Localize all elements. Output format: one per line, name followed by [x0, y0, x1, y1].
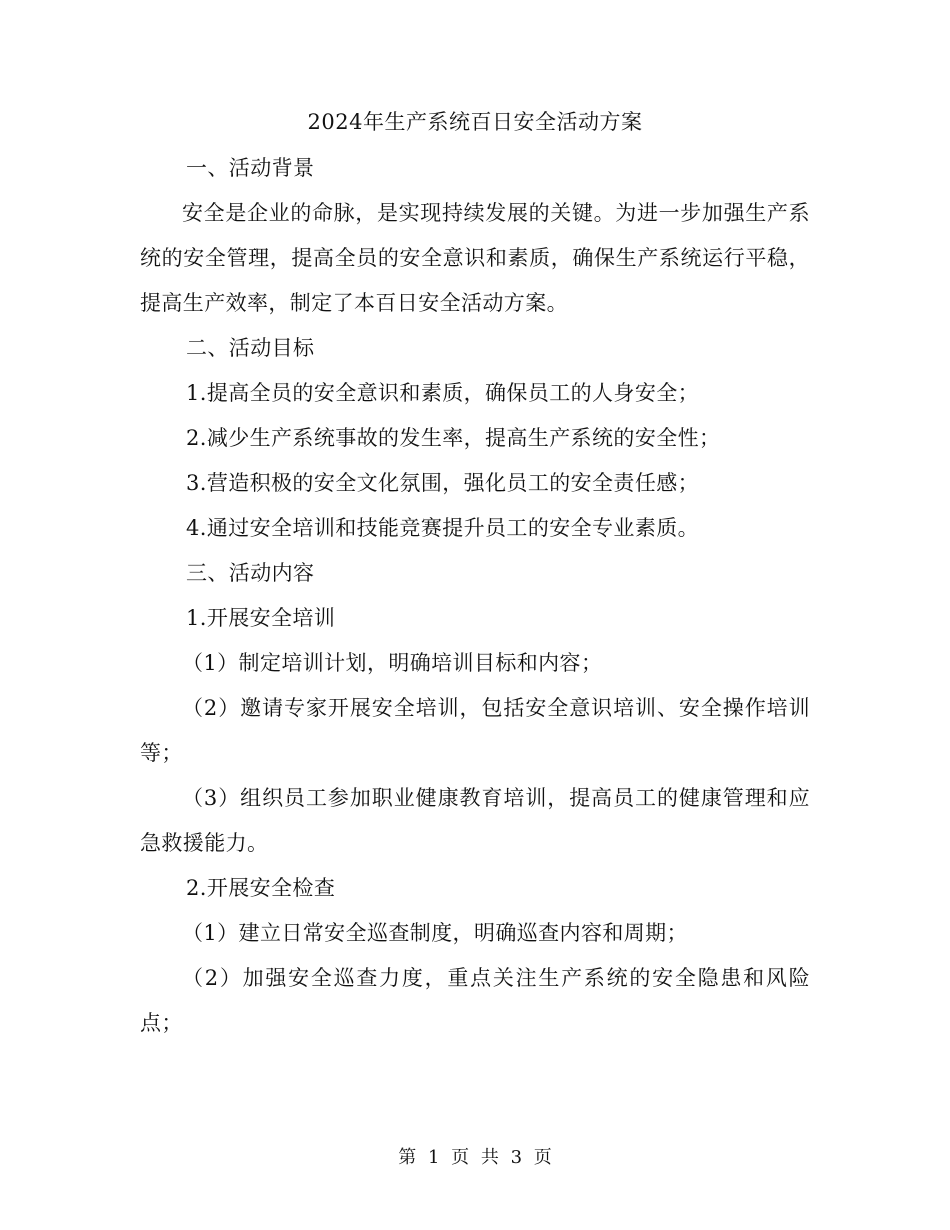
training-item: （2）邀请专家开展安全培训，包括安全意识培训、安全操作培训等； — [140, 696, 810, 765]
inspection-item: （2）加强安全巡查力度，重点关注生产系统的安全隐患和风险点； — [140, 966, 810, 1035]
goal-item: 2.减少生产系统事故的发生率，提高生产系统的安全性； — [186, 426, 721, 450]
training-item: （3）组织员工参加职业健康教育培训，提高员工的健康管理和应急救援能力。 — [140, 786, 810, 855]
goal-item: 4.通过安全培训和技能竞赛提升员工的安全专业素质。 — [186, 516, 700, 540]
document-title: 2024年生产系统百日安全活动方案 — [307, 110, 643, 134]
section-heading-goals: 二、活动目标 — [186, 336, 315, 360]
section-heading-background: 一、活动背景 — [186, 156, 315, 180]
background-paragraph: 安全是企业的命脉，是实现持续发展的关键。为进一步加强生产系统的安全管理，提高全员的安全意识和素质，确保生产系统运行平稳，提高生产效率，制定了本百日安全活动方案。 — [140, 201, 810, 315]
page-number: 第 1 页 共 3 页 — [398, 1147, 552, 1168]
subsection-heading-inspection: 2.开展安全检查 — [186, 876, 336, 900]
goal-item: 1.提高全员的安全意识和素质，确保员工的人身安全； — [186, 381, 700, 405]
section-heading-content: 三、活动内容 — [186, 561, 315, 585]
document-body — [140, 98, 810, 1046]
inspection-item: （1）建立日常安全巡查制度，明确巡查内容和周期； — [182, 921, 688, 945]
goal-item: 3.营造积极的安全文化氛围，强化员工的安全责任感； — [186, 471, 700, 495]
subsection-heading-training: 1.开展安全培训 — [186, 606, 336, 630]
training-item: （1）制定培训计划，明确培训目标和内容； — [182, 651, 603, 675]
